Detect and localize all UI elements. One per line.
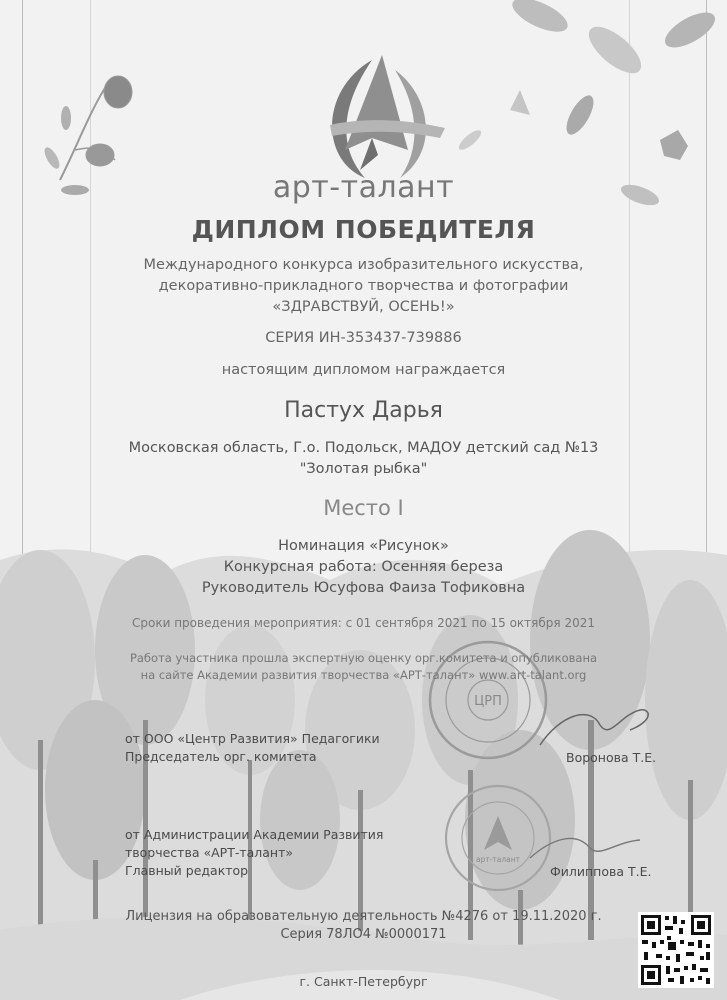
signature-1-org: от ООО «Центр Развития» Педагогики: [125, 731, 380, 746]
contest-line-3: «ЗДРАВСТВУЙ, ОСЕНЬ!»: [272, 299, 455, 315]
work-details: [0, 536, 727, 599]
signature-2-org: от Администрации Академии Развития: [125, 827, 384, 842]
signature-1-role: Председатель орг. комитета: [125, 749, 317, 764]
contest-description: [0, 255, 727, 318]
expert-line-2: на сайте Академии развития творчества «АРТ-талант» www.art-talant.org: [140, 668, 587, 682]
license-line-1: Лицензия на образовательную деятельность №4276 от 19.11.2020 г.: [125, 909, 602, 924]
signature-block-1: [125, 730, 380, 766]
stamp2-text: арт-талант: [475, 855, 521, 864]
supervisor: Руководитель Юсуфова Фаиза Тофиковна: [201, 580, 526, 596]
stamp1-text: ЦРП: [474, 694, 502, 709]
expert-review-note: [0, 650, 727, 684]
academy-stamp-icon: [446, 786, 550, 890]
series-number: СЕРИЯ ИН-353437-739886: [265, 330, 462, 346]
diploma-title: ДИПЛОМ ПОБЕДИТЕЛЯ: [191, 215, 536, 244]
org-line-1: Московская область, Г.о. Подольск, МАДОУ детский сад №13: [128, 440, 599, 456]
recipient-organization: [0, 438, 727, 480]
event-dates: Сроки проведения мероприятия: с 01 сентября 2021 по 15 октября 2021: [132, 616, 595, 630]
signature-2-name: Филиппова Т.Е.: [550, 864, 652, 879]
org-line-2: "Золотая рыбка": [299, 461, 428, 477]
signature-block-2: [125, 826, 383, 880]
contest-line-1: Международного конкурса изобразительного искусства,: [143, 257, 584, 273]
contest-line-2: декоративно-прикладного творчества и фотографии: [158, 278, 569, 294]
art-talant-logo-icon: [330, 55, 445, 178]
city: г. Санкт-Петербург: [299, 974, 428, 989]
expert-line-1: Работа участника прошла экспертную оценку орг.комитета и опубликована: [129, 651, 598, 665]
recipient-name: Пастух Дарья: [284, 398, 443, 423]
signature-1-name: Воронова Т.Е.: [566, 750, 657, 765]
license-info: [0, 908, 727, 944]
nomination: Номинация «Рисунок»: [278, 538, 449, 554]
license-line-2: Серия 78ЛО4 №0000171: [280, 927, 447, 942]
awarded-text: настоящим дипломом награждается: [221, 362, 506, 378]
competition-work: Конкурсная работа: Осенняя береза: [223, 559, 504, 575]
brand-name: арт-талант: [272, 170, 455, 205]
signature-2-role: Главный редактор: [125, 863, 249, 878]
signature-2-org-cont: творчества «АРТ-талант»: [125, 845, 294, 860]
place-award: Место I: [323, 496, 404, 520]
qr-code-icon[interactable]: [638, 912, 714, 988]
